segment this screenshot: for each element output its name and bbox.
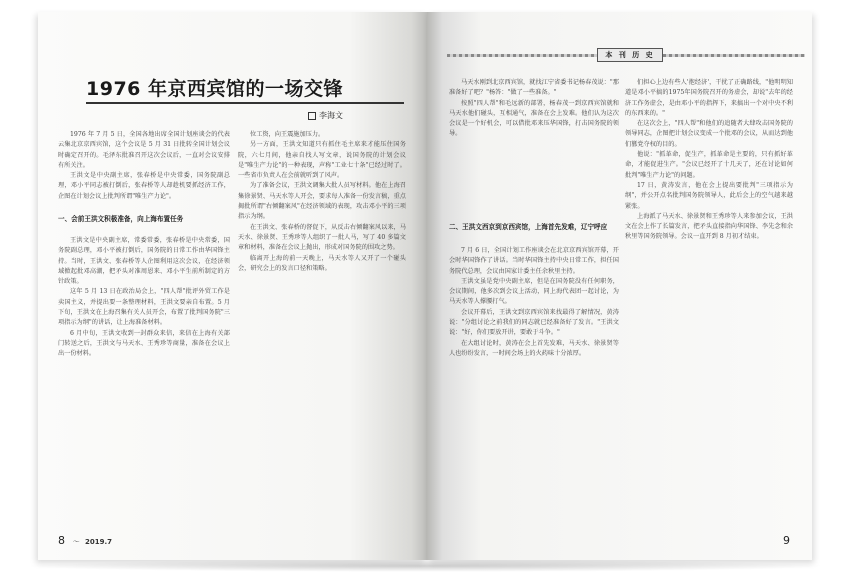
right-column-2 <box>625 78 793 528</box>
page-number-right: 9 <box>783 534 790 547</box>
left-column-2 <box>238 130 406 528</box>
left-column-1-body <box>58 236 230 528</box>
section-heading-1: 一、会前王洪文积极准备，向上海布置任务 <box>58 215 184 223</box>
paragraph: 这年 5 月 13 日在政治局会上，"四人帮"批评外贸工作是卖国主义，并提出要一条整理材料，王洪文要亲自布置。5 月下旬，王洪文在上海召集有关人员开会，布置了批判国务院"三项指示为纲"的讲话，让上海准备材料。 <box>58 288 230 327</box>
paragraph: 上海派了马天水、徐景贤和王秀珍等人来参加会议，王洪文在会上作了长篇发言，把矛头直接指向华国锋、李先念和余秋里等国务院领导。会议一直开到 8 月初才结束。 <box>625 212 793 241</box>
section-heading-2: 二、王洪文西京到京西宾馆，上海首先发难，辽宁呼应 <box>449 223 608 231</box>
paragraph: 6 月中旬，王洪文收到一封群众来信，来信在上海有关部门转送之后，王洪文与马天水、王秀珍等商量，准备在会议上出一份材料。 <box>58 329 230 358</box>
section-header-band <box>447 46 805 64</box>
page-shadow <box>20 560 830 572</box>
byline-square-icon <box>308 112 316 120</box>
left-column-1-intro <box>58 130 230 212</box>
paragraph: 在这次会上，"四人帮"和他们的追随者大肆攻击国务院的领导同志，企图把计划会议变成一个批邓的会议，从而达到他们篡党夺权的目的。 <box>625 120 793 148</box>
title-underline <box>86 102 404 104</box>
paragraph: 马天水刚到北京西宾馆，就找江宁省委书记杨春茂说："那准备好了吧？"杨答："做了一些准备。" <box>449 79 619 97</box>
page-number-left: 8 <box>58 534 65 547</box>
right-column-1-body <box>449 246 619 528</box>
paragraph: 另一方面，王洪文知道只有抓住毛主席来才能压住国务院，六七月间，他亲自找人写文章，说国务院的计划会议是"唯生产力论"的一种表现，声称"工业七十条"已经过时了。一些省市负责人在会前就听到了风声。 <box>238 141 406 180</box>
paragraph: 王洪文是中央副主席，常委常委，张春桥是中央常委，国务院副总理，邓小平被打倒后，国务院的日常工作由华国锋主持。当时，王洪文、张春桥等人企图利用这次会议，在经济领域掀起批邓高潮，把矛头对准周恩来、邓小平生前所制定的方针政策。 <box>58 237 230 286</box>
issue-footer <box>72 537 112 547</box>
right-page <box>427 12 812 560</box>
paragraph: 1976 年 7 月 5 日，全国各地出席全国计划座谈会的代表云集北京京西宾馆，这个会议是 5 月 31 日批转全国计划会议时确定召开的。毛泽东批准召开这次会议后，一直对会议安排有所关注。 <box>58 131 230 169</box>
paragraph: 们担心上边有些人'抱经济'，干扰了正确路线，"他明明知道是邓小平搞的1975年国务院召开的务虚会，却说"去年的经济工作务虚会，是由邓小平的指挥下，来搞出一个对中央不利的东西来的。" <box>625 79 793 117</box>
paragraph: 他说："抓革命，促生产，抓革命是主要的，只有抓好革命，才能促进生产。"会议已经开了十几天了，还在讨论如何批判"唯生产力论"的问题。 <box>625 151 793 179</box>
paragraph: 王洪文虽是党中央副主席，但是在国务院没有任何职务，会议期间，他多次到会议上活动，同上海代表团一起讨论，为马天水等人撑腰打气。 <box>449 277 619 306</box>
magazine-logo: ～ <box>72 538 79 546</box>
paragraph: 会议开幕后，王洪文到京西宾馆来找最得了解情况，黄涛说："分组讨论之前我们的同志就已经准备好了发言。"王洪文说："好，你们要放开讲，要敢于斗争。" <box>449 308 619 337</box>
article-title: 1976 年京西宾馆的一场交锋 <box>86 78 343 100</box>
byline <box>308 110 343 121</box>
issue-date: 2019.7 <box>85 538 113 546</box>
paragraph: 7 月 6 日，全国计划工作座谈会在北京京西宾馆开幕，开会时华国锋作了讲话。当时华国锋主持中央日常工作，担任国务院代总理，会议由国家计委主任余秋里主持。 <box>449 247 619 275</box>
author-name: 李海文 <box>319 111 343 120</box>
paragraph: 为了准备会议，王洪文调集大批人员写材料。他在上海召集徐景贤、马天水等人开会，要求每人准备一份发言稿，重点揭批所谓"右倾翻案风"在经济领域的表现，攻击邓小平的三项指示为纲。 <box>238 182 406 221</box>
paragraph: 按照"四人帮"和毛远新的部署，杨春茂一到京西宾馆就和马天水他们碰头，互相通气，准备在会上发难。他们认为这次会议是一个好机会，可以借批邓来压华国锋，打击国务院的领导。 <box>449 99 619 138</box>
left-page <box>38 12 427 560</box>
paragraph: 在王洪文、张春桥的督促下，从反击右倾翻案风以来，马天水、徐景贤、王秀珍等人组织了一批人马，写了 40 多篇文章和材料，准备在会议上抛出，形成对国务院的围攻之势。 <box>238 223 406 252</box>
paragraph: 17 日，黄涛发言，他在会上提出要批判"三项指示为纲"，并公开点名批判国务院领导人，此后会上的空气越来越紧张。 <box>625 181 793 210</box>
paragraph: 王洪文是中央副主席，张春桥是中央常委，国务院副总理，邓小平同志被打倒后，张春桥等人却趁机要抓经济工作，企图在计划会议上批判所谓"唯生产力论"。 <box>58 172 230 200</box>
paragraph: 临离开上海的前一天晚上，马天水等人又开了一个碰头会，研究会上的发言口径和策略。 <box>238 254 406 272</box>
paragraph: 在大组讨论时，黄涛在会上首先发难，马天水、徐景贤等人也纷纷发言，一时间会场上的火药味十分浓厚。 <box>449 339 619 357</box>
paragraph: 位工资，向王震施加压力。 <box>250 131 325 138</box>
column-label: 本 刊 历 史 <box>597 48 663 62</box>
right-column-1-top <box>449 78 619 218</box>
